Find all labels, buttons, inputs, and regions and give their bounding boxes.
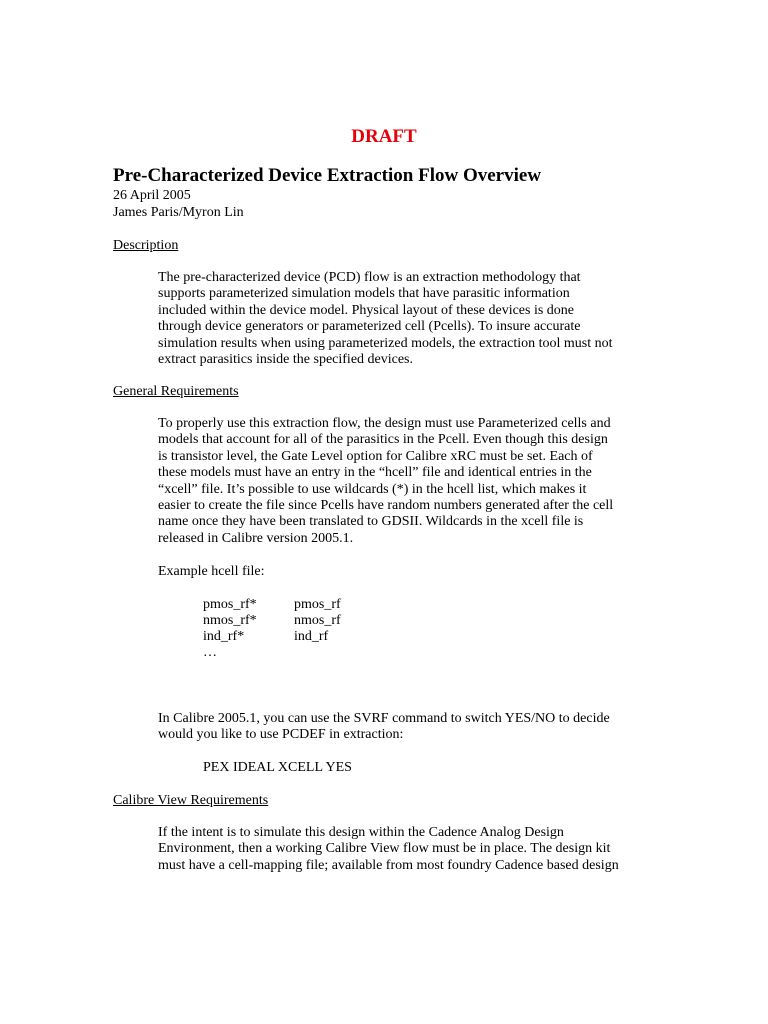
hcell-row bbox=[203, 629, 328, 646]
draft-label: DRAFT bbox=[351, 126, 417, 147]
paragraph-line: To properly use this extraction flow, the design must use Parameterized cells and bbox=[158, 416, 611, 431]
paragraph-line: simulation results when using parameterized models, the extraction tool must not bbox=[158, 335, 613, 351]
paragraph-line: extract parasitics inside the specified devices. bbox=[158, 352, 414, 368]
paragraph-line: is transistor level, the Gate Level option for Calibre xRC must be set. Each of bbox=[158, 448, 593, 464]
hcell-row bbox=[203, 613, 341, 630]
document-title: Pre-Characterized Device Extraction Flow Overview bbox=[113, 165, 542, 186]
paragraph-line: name once they have been translated to GDSII. Wildcards in the xcell file is bbox=[158, 514, 584, 530]
hcell-ellipsis: … bbox=[203, 645, 217, 660]
paragraph-line: these models must have an entry in the “hcell” file and identical entries in the bbox=[158, 465, 592, 481]
paragraph-line: In Calibre 2005.1, you can use the SVRF command to switch YES/NO to decide bbox=[158, 711, 610, 726]
section-heading-general-requirements: General Requirements bbox=[113, 384, 239, 399]
hcell-layout-name: pmos_rf* bbox=[203, 597, 257, 612]
hcell-source-name: pmos_rf bbox=[294, 597, 341, 612]
paragraph-line: Environment, then a working Calibre View flow must be in place. The design kit bbox=[158, 841, 611, 857]
paragraph-line: The pre-characterized device (PCD) flow is an extraction methodology that bbox=[158, 270, 581, 285]
description-paragraph bbox=[158, 270, 678, 368]
paragraph-line: included within the device model. Physical layout of these devices is done bbox=[158, 302, 575, 318]
hcell-layout-name: nmos_rf* bbox=[203, 613, 257, 628]
hcell-source-name: nmos_rf bbox=[294, 613, 341, 628]
svrf-command: PEX IDEAL XCELL YES bbox=[203, 760, 352, 775]
calibre-view-paragraph bbox=[158, 825, 678, 874]
paragraph-line: supports parameterized simulation models that have parasitic information bbox=[158, 286, 570, 302]
hcell-source-name: ind_rf bbox=[294, 629, 329, 644]
document-authors: James Paris/Myron Lin bbox=[113, 205, 244, 220]
hcell-row bbox=[203, 597, 341, 614]
paragraph-line: models that account for all of the parasitics in the Pcell. Even though this design bbox=[158, 432, 608, 448]
paragraph-line: would you like to use PCDEF in extraction: bbox=[158, 727, 404, 743]
paragraph-line: through device generators or parameterized cell (Pcells). To insure accurate bbox=[158, 319, 581, 335]
example-hcell-label: Example hcell file: bbox=[158, 564, 265, 579]
paragraph-line: easier to create the file since Pcells have random numbers generated after the cell bbox=[158, 498, 614, 514]
section-heading-calibre-view: Calibre View Requirements bbox=[113, 793, 269, 808]
paragraph-line: must have a cell-mapping file; available from most foundry Cadence based design bbox=[158, 857, 619, 873]
paragraph-line: “xcell” file. It’s possible to use wildcards (*) in the hcell list, which makes it bbox=[158, 481, 587, 497]
general-requirements-paragraph bbox=[158, 416, 678, 547]
document-date: 26 April 2005 bbox=[113, 188, 191, 203]
hcell-layout-name: ind_rf* bbox=[203, 629, 245, 644]
svrf-paragraph bbox=[158, 711, 678, 744]
paragraph-line: If the intent is to simulate this design within the Cadence Analog Design bbox=[158, 825, 564, 840]
section-heading-description: Description bbox=[113, 238, 179, 253]
paragraph-line: released in Calibre version 2005.1. bbox=[158, 530, 354, 546]
